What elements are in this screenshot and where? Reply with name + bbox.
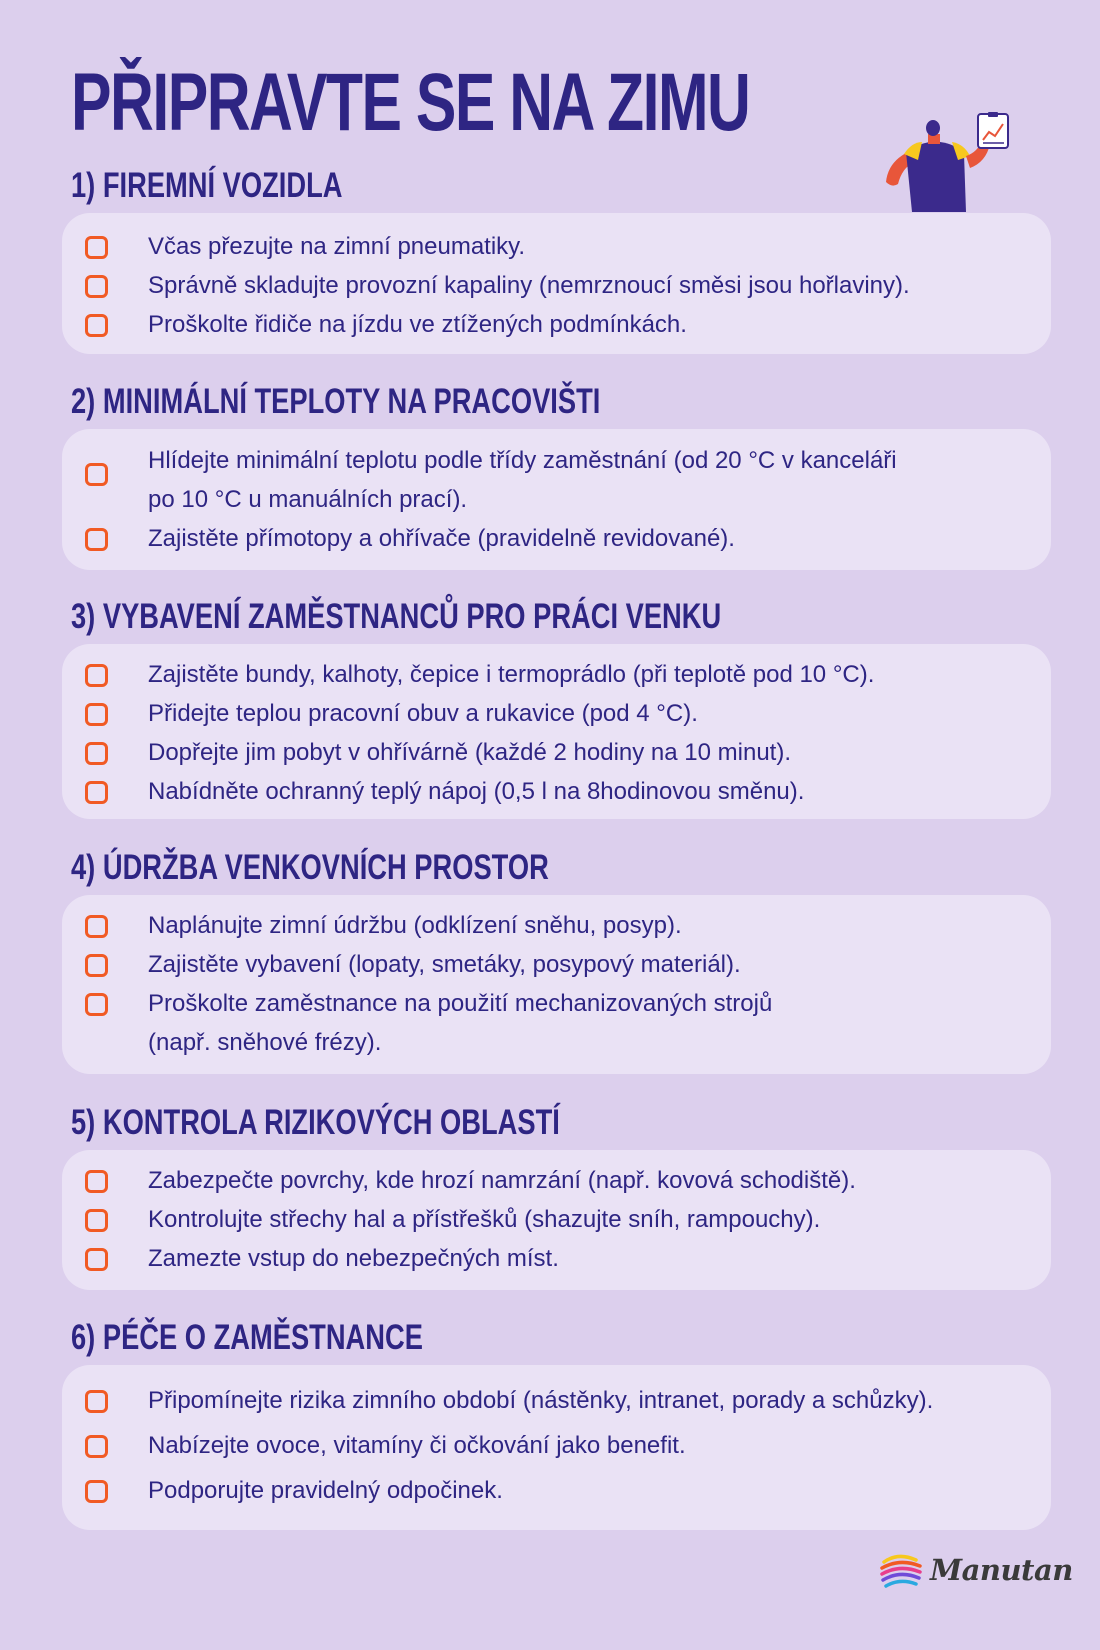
checklist-item-text: Včas přezujte na zimní pneumatiky. (148, 233, 526, 260)
checkbox[interactable] (85, 1209, 108, 1232)
checkbox[interactable] (85, 1248, 108, 1271)
checklist-item-text: Proškolte řidiče na jízdu ve ztížených podmínkách. (148, 311, 687, 338)
section-heading-outdoor-maintenance: 4) ÚDRŽBA VENKOVNÍCH PROSTOR (71, 848, 549, 887)
page-title: PŘIPRAVTE SE NA ZIMU (71, 57, 750, 148)
checkbox[interactable] (85, 275, 108, 298)
checkbox[interactable] (85, 314, 108, 337)
checklist-item-text: Zajistěte přímotopy a ohřívače (pravidelně revidované). (148, 525, 735, 552)
section-card-outdoor-equipment (62, 644, 1051, 819)
checklist-item-text: Zamezte vstup do nebezpečných míst. (148, 1245, 559, 1272)
checkbox[interactable] (85, 1390, 108, 1413)
checklist-item-text: Zajistěte vybavení (lopaty, smetáky, posypový materiál). (148, 951, 741, 978)
section-card-vehicles (62, 213, 1051, 354)
manutan-logo (878, 1548, 1073, 1598)
section-heading-min-temperatures: 2) MINIMÁLNÍ TEPLOTY NA PRACOVIŠTI (71, 382, 601, 421)
checklist-item-text: Připomínejte rizika zimního období (nástěnky, intranet, porady a schůzky). (148, 1387, 934, 1414)
checklist-item-text: Přidejte teplou pracovní obuv a rukavice (pod 4 °C). (148, 700, 698, 727)
checklist-item-text: Podporujte pravidelný odpočinek. (148, 1477, 503, 1504)
checkbox[interactable] (85, 1435, 108, 1458)
checkbox[interactable] (85, 463, 108, 486)
checklist-item-text: Zajistěte bundy, kalhoty, čepice i termoprádlo (při teplotě pod 10 °C). (148, 661, 875, 688)
checkbox[interactable] (85, 954, 108, 977)
section-heading-risk-areas: 5) KONTROLA RIZIKOVÝCH OBLASTÍ (71, 1103, 560, 1142)
checklist-item-text: Nabídněte ochranný teplý nápoj (0,5 l na 8hodinovou směnu). (148, 778, 805, 805)
checklist-item-text: Proškolte zaměstnance na použití mechanizovaných strojů (např. sněhové frézy). (148, 990, 773, 1056)
manutan-swirl-icon (878, 1548, 924, 1594)
section-card-employee-care (62, 1365, 1051, 1530)
logo-text: Manutan (930, 1553, 1073, 1587)
checkbox[interactable] (85, 742, 108, 765)
checkbox[interactable] (85, 528, 108, 551)
checkbox[interactable] (85, 703, 108, 726)
section-heading-employee-care: 6) PÉČE O ZAMĚSTNANCE (71, 1318, 423, 1357)
section-card-min-temperatures (62, 429, 1051, 570)
checkbox[interactable] (85, 1170, 108, 1193)
checkbox[interactable] (85, 993, 108, 1016)
checklist-item-text: Zabezpečte povrchy, kde hrozí namrzání (např. kovová schodiště). (148, 1167, 856, 1194)
checkbox[interactable] (85, 1480, 108, 1503)
section-card-risk-areas (62, 1150, 1051, 1290)
checkbox[interactable] (85, 915, 108, 938)
section-heading-vehicles: 1) FIREMNÍ VOZIDLA (71, 166, 343, 205)
checklist-item-text: Hlídejte minimální teplotu podle třídy zaměstnání (od 20 °C v kanceláři po 10 °C u manuálních prací). (148, 447, 897, 513)
section-card-outdoor-maintenance (62, 895, 1051, 1074)
checkbox[interactable] (85, 781, 108, 804)
person-with-clipboard-icon (878, 112, 1018, 212)
checkbox[interactable] (85, 236, 108, 259)
checklist-item-text: Dopřejte jim pobyt v ohřívárně (každé 2 hodiny na 10 minut). (148, 739, 791, 766)
checklist-item-text: Nabízejte ovoce, vitamíny či očkování jako benefit. (148, 1432, 686, 1459)
checkbox[interactable] (85, 664, 108, 687)
section-heading-outdoor-equipment: 3) VYBAVENÍ ZAMĚSTNANCŮ PRO PRÁCI VENKU (71, 597, 722, 636)
checklist-item-text: Naplánujte zimní údržbu (odklízení sněhu, posyp). (148, 912, 682, 939)
checklist-item-text: Správně skladujte provozní kapaliny (nemrznoucí směsi jsou hořlaviny). (148, 272, 910, 299)
checklist-item-text: Kontrolujte střechy hal a přístřešků (shazujte sníh, rampouchy). (148, 1206, 821, 1233)
